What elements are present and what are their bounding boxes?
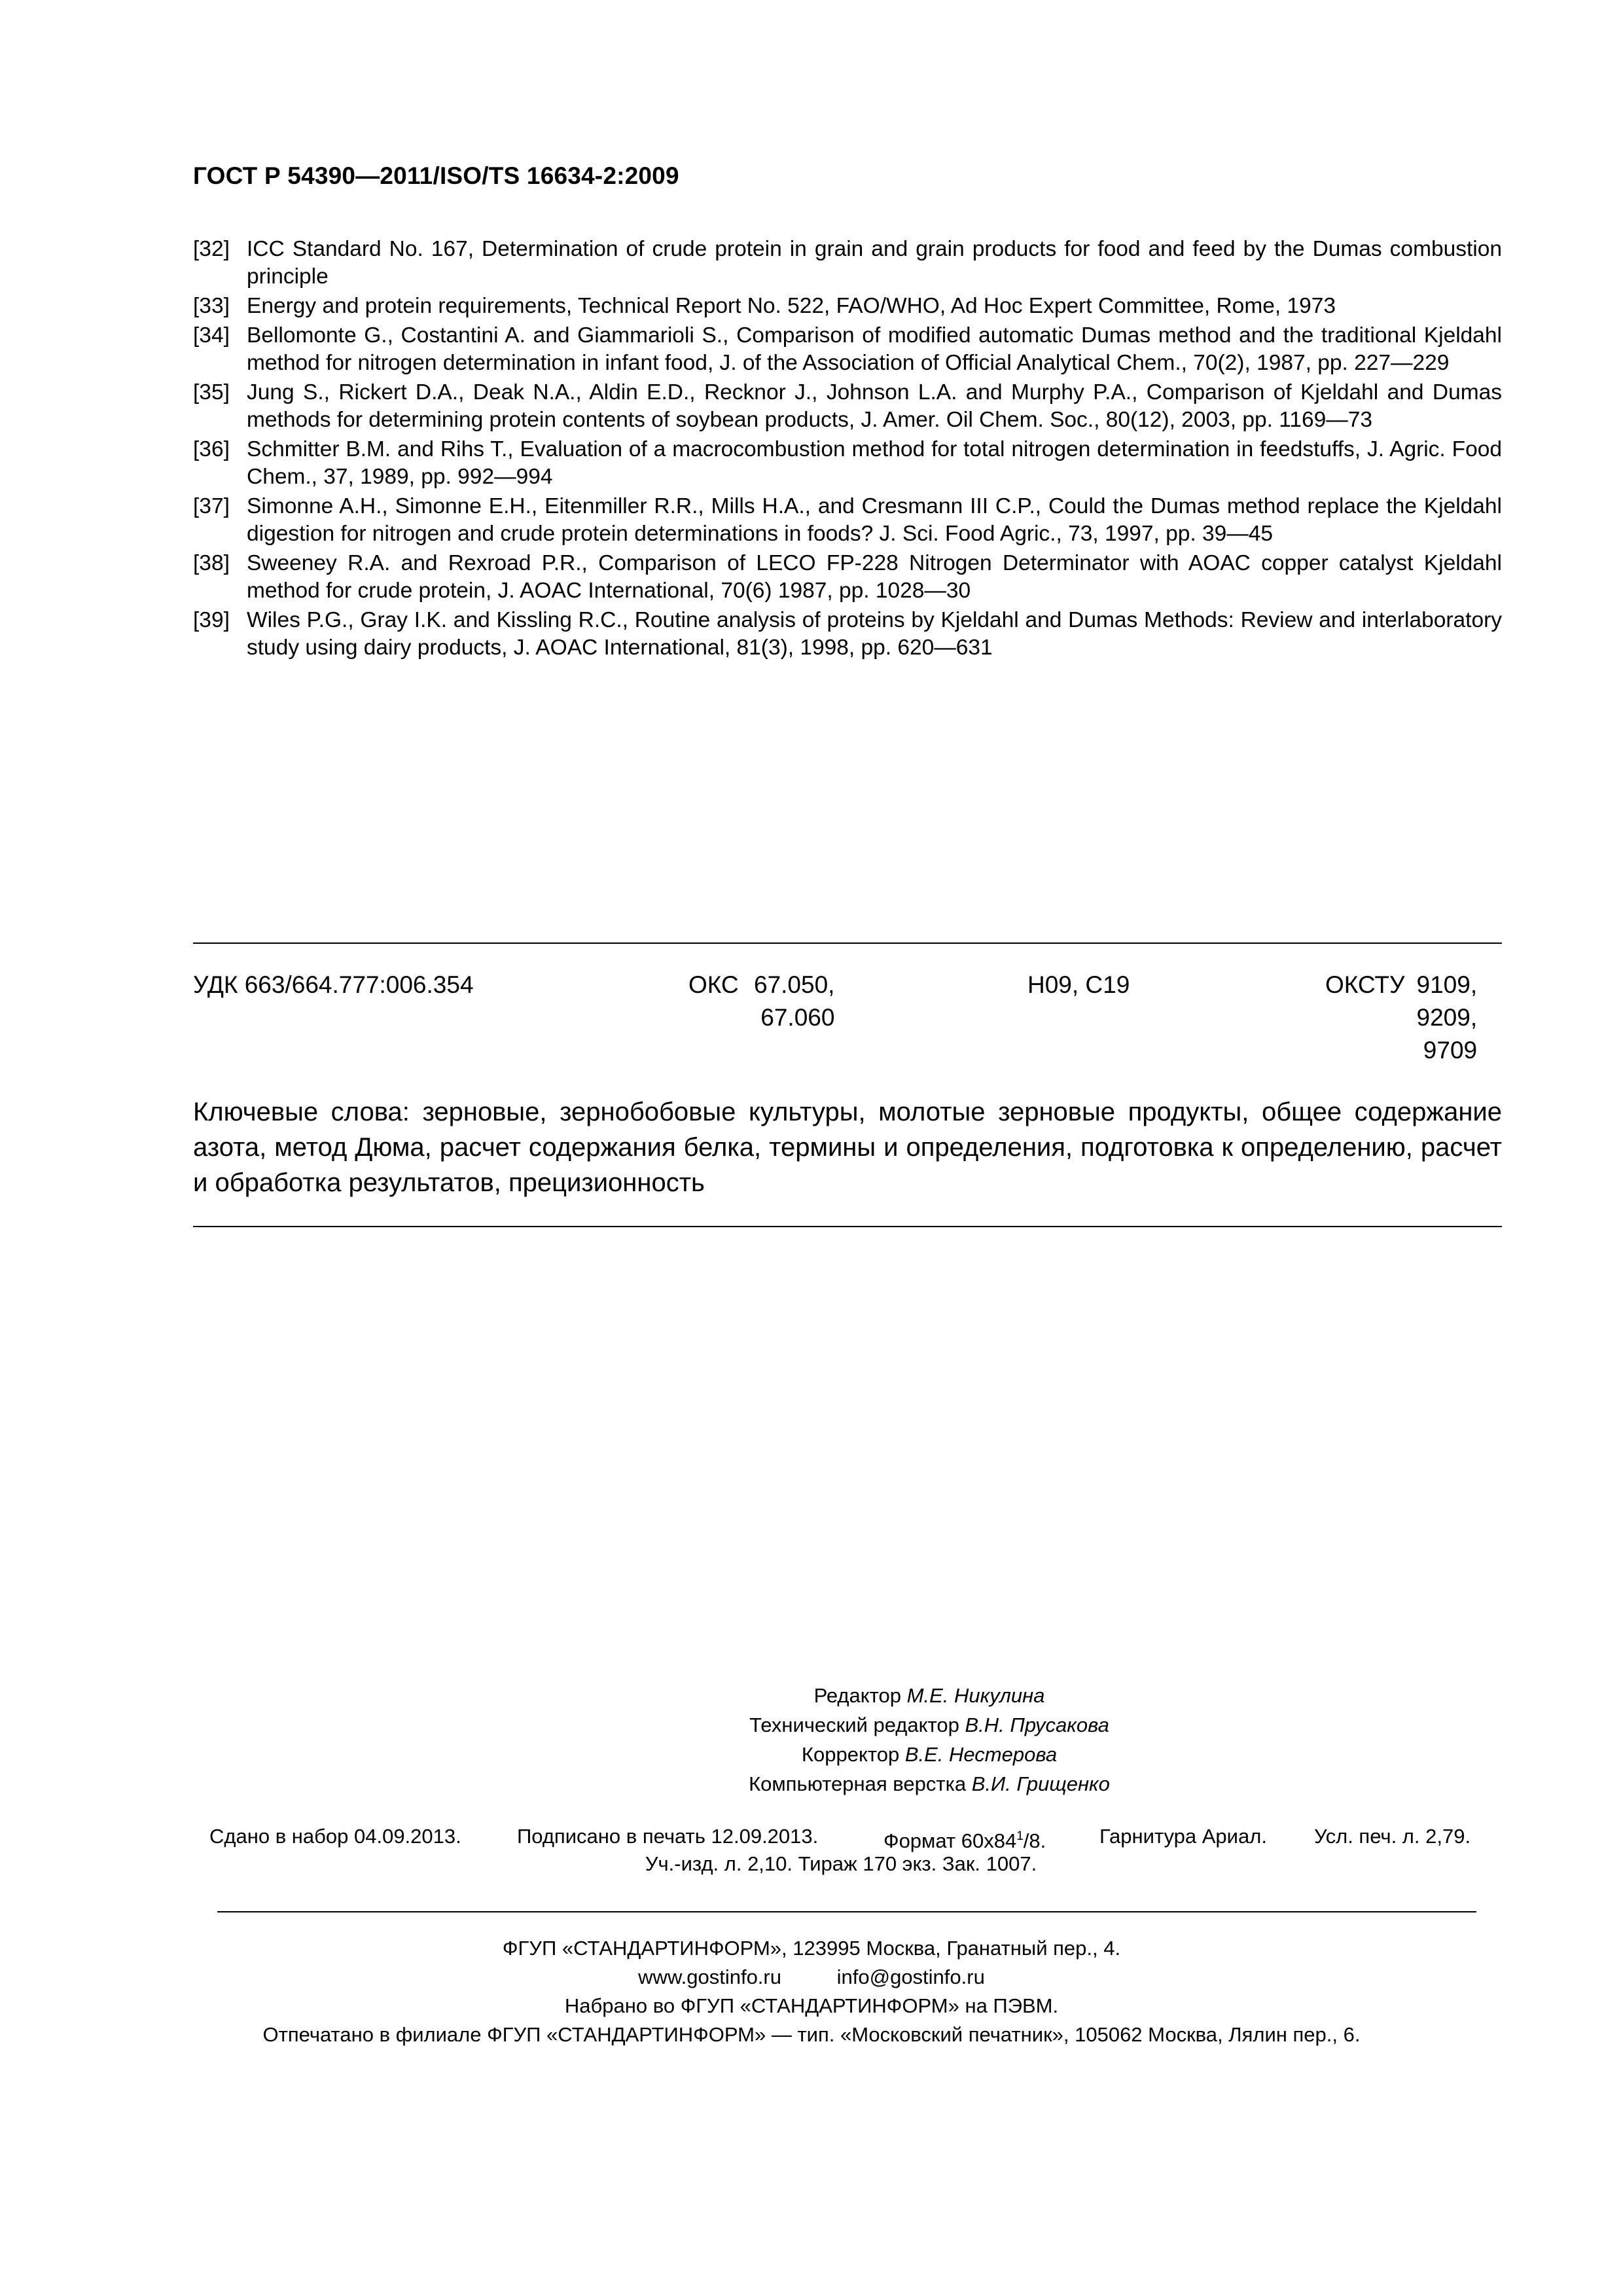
reference-number: [33] — [193, 294, 230, 318]
credit-role: Компьютерная верстка — [749, 1772, 967, 1795]
reference-number: [39] — [193, 608, 230, 632]
credit-line — [0, 1710, 1623, 1740]
credit-person: В.Е. Нестерова — [904, 1743, 1058, 1766]
publisher-printed: Отпечатано в филиале ФГУП «СТАНДАРТИНФОРМ» — тип. «Московский печатник», 105062 Москва, Лялин пер., 6. — [262, 2023, 1361, 2046]
credit-person: В.Н. Прусакова — [965, 1713, 1109, 1736]
publisher-email[interactable]: info@gostinfo.ru — [836, 1965, 985, 1988]
reference-number: [35] — [193, 380, 230, 404]
oks-classification — [688, 969, 835, 1031]
reference-item — [193, 550, 1502, 605]
reference-text: Simonne A.H., Simonne E.H., Eitenmiller R.R., Mills H.A., and Cresmann III C.P., Could the Dumas method replace the Kjeldahl digestion for nitrogen and crude protein determinations in foods? J. Sci. Food Agric., 73, 1997, pp. 39—45 — [247, 494, 1502, 546]
credit-person: М.Е. Никулина — [906, 1684, 1045, 1707]
reference-number: [38] — [193, 551, 230, 575]
okstu-value: 9109, — [1416, 971, 1478, 998]
print-run-info: Уч.-изд. л. 2,10. Тираж 170 экз. Зак. 1007. — [645, 1852, 1037, 1875]
oks-value: 67.050, — [754, 971, 835, 998]
bibliography-list — [193, 236, 1502, 664]
format-suffix: /8. — [1023, 1829, 1046, 1852]
publisher-address: ФГУП «СТАНДАРТИНФОРМ», 123995 Москва, Гранатный пер., 4. — [502, 1937, 1121, 1960]
reference-number: [37] — [193, 494, 230, 518]
divider-middle — [193, 1226, 1502, 1227]
divider-bottom — [217, 1911, 1476, 1912]
format-sup: 1 — [1016, 1829, 1024, 1843]
reference-number: [32] — [193, 237, 230, 261]
publisher-website[interactable]: www.gostinfo.ru — [638, 1965, 781, 1988]
credit-role: Редактор — [813, 1684, 902, 1707]
credit-role: Корректор — [801, 1743, 900, 1766]
oks-label: ОКС — [688, 971, 739, 998]
credit-line — [0, 1681, 1623, 1710]
document-header: ГОСТ Р 54390—2011/ISO/TS 16634-2:2009 — [193, 162, 679, 189]
reference-text: Bellomonte G., Costantini A. and Giammarioli S., Comparison of modified automatic Dumas method and the traditional Kjeldahl method for nitrogen determination in infant food, J. of the Association of Official Analytical Chem., 70(2), 1987, pp. 227—229 — [247, 323, 1502, 375]
oks-value: 67.060 — [760, 1004, 835, 1031]
publisher-info — [0, 1934, 1623, 2049]
reference-text: Sweeney R.A. and Rexroad P.R., Comparison of LECO FP-228 Nitrogen Determinator with AOAC copper catalyst Kjeldahl method for crude protein, J. AOAC International, 70(6) 1987, pp. 1028—30 — [247, 551, 1502, 603]
reference-text: ICC Standard No. 167, Determination of crude protein in grain and grain products for food and feed by the Dumas combustion principle — [247, 237, 1502, 289]
credit-person: В.И. Грищенко — [971, 1772, 1110, 1795]
okstu-value: 9209, — [1416, 1004, 1478, 1031]
divider-top — [193, 942, 1502, 944]
credit-line — [0, 1740, 1623, 1769]
reference-text: Jung S., Rickert D.A., Deak N.A., Aldin E.D., Recknor J., Johnson L.A. and Murphy P.A., Comparison of Kjeldahl and Dumas methods for determining protein contents of soybean products, J. Amer. Oil Chem. Soc., 80(12), 2003, pp. 1169—73 — [247, 380, 1502, 432]
print-signed-date: Подписано в печать 12.09.2013. — [517, 1825, 819, 1848]
reference-number: [34] — [193, 323, 230, 348]
reference-item — [193, 436, 1502, 491]
reference-text: Schmitter B.M. and Rihs T., Evaluation of a macrocombustion method for total nitrogen determination in feedstuffs, J. Agric. Food Chem., 37, 1989, pp. 992—994 — [247, 437, 1502, 489]
group-codes: Н09, С19 — [1027, 971, 1130, 998]
keywords-paragraph: Ключевые слова: зерновые, зернобобовые культуры, молотые зерновые продукты, общее содержание азота, метод Дюма, расчет содержания белка, термины и определения, подготовка к определению, расчет и обработка результатов, прецизионность — [193, 1098, 1502, 1197]
reference-item — [193, 236, 1502, 291]
reference-text: Wiles P.G., Gray I.K. and Kissling R.C., Routine analysis of proteins by Kjeldahl and Dumas Methods: Review and interlaboratory study using dairy products, J. AOAC International, 81(3), 1998, pp. 620—631 — [247, 608, 1502, 660]
publisher-contacts — [0, 1963, 1623, 1992]
okstu-classification — [1325, 969, 1477, 1067]
okstu-label: ОКСТУ — [1325, 971, 1405, 998]
format-prefix: Формат 60x84 — [883, 1829, 1017, 1852]
reference-number: [36] — [193, 437, 230, 461]
reference-item — [193, 607, 1502, 662]
credit-role: Технический редактор — [749, 1713, 959, 1736]
reference-text: Energy and protein requirements, Technical Report No. 522, FAO/WHO, Ad Hoc Expert Committee, Rome, 1973 — [247, 294, 1336, 318]
reference-item — [193, 493, 1502, 548]
okstu-value: 9709 — [1423, 1037, 1478, 1064]
publisher-typeset: Набрано во ФГУП «СТАНДАРТИНФОРМ» на ПЭВМ. — [564, 1994, 1059, 2017]
print-typeface: Гарнитура Ариал. — [1099, 1825, 1267, 1848]
udk-code: УДК 663/664.777:006.354 — [193, 971, 474, 998]
print-sheets: Усл. печ. л. 2,79. — [1314, 1825, 1471, 1848]
print-sent-date: Сдано в набор 04.09.2013. — [209, 1825, 461, 1848]
reference-item — [193, 293, 1502, 320]
credit-line — [0, 1769, 1623, 1799]
reference-item — [193, 379, 1502, 434]
editorial-credits — [0, 1681, 1623, 1799]
reference-item — [193, 322, 1502, 377]
